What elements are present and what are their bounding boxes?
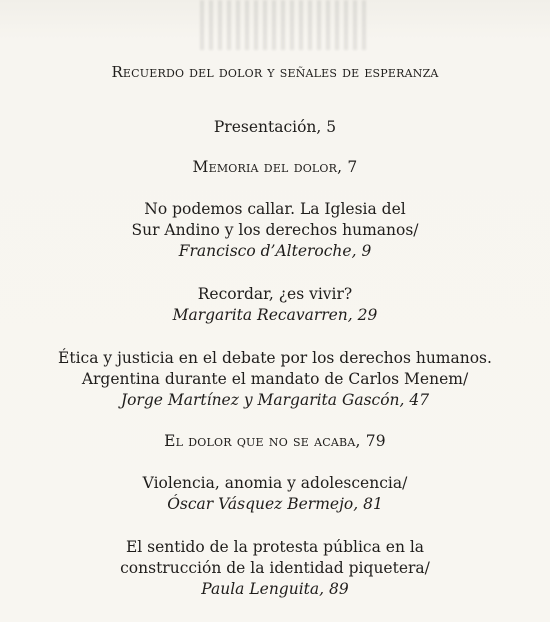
toc-entry-title-line: Argentina durante el mandato de Carlos Menem/	[81, 370, 469, 388]
toc-entry-author: Óscar Vásquez Bermejo, 81	[167, 495, 383, 513]
toc-entry-author: Paula Lenguita, 89	[201, 580, 349, 598]
toc-entry-title-line: Violencia, anomia y adolescencia/	[142, 474, 408, 492]
contents-title: Recuerdo del dolor y señales de esperanza	[111, 63, 439, 81]
toc-entry-author: Margarita Recavarren, 29	[172, 306, 378, 324]
toc-entry-title-line: Ética y justicia en el debate por los derechos humanos.	[58, 349, 492, 367]
toc-entry-title-line: Sur Andino y los derechos humanos/	[131, 221, 419, 239]
toc-entry-author: Jorge Martínez y Margarita Gascón, 47	[120, 391, 430, 409]
toc-entry-title-line: Recordar, ¿es vivir?	[197, 285, 353, 303]
toc-entry-title-line: construcción de la identidad piquetera/	[120, 559, 430, 577]
toc-entry-presentacion: Presentación, 5	[213, 118, 337, 136]
section-heading-memoria: Memoria del dolor, 7	[192, 158, 358, 176]
section-heading-dolor: El dolor que no se acaba, 79	[164, 432, 386, 450]
toc-entry-title-line: No podemos callar. La Iglesia del	[144, 200, 406, 218]
toc-entry-author: Francisco d’Alteroche, 9	[178, 242, 372, 260]
bleed-through-text	[200, 0, 370, 50]
toc-entry-title-line: El sentido de la protesta pública en la	[125, 538, 425, 556]
